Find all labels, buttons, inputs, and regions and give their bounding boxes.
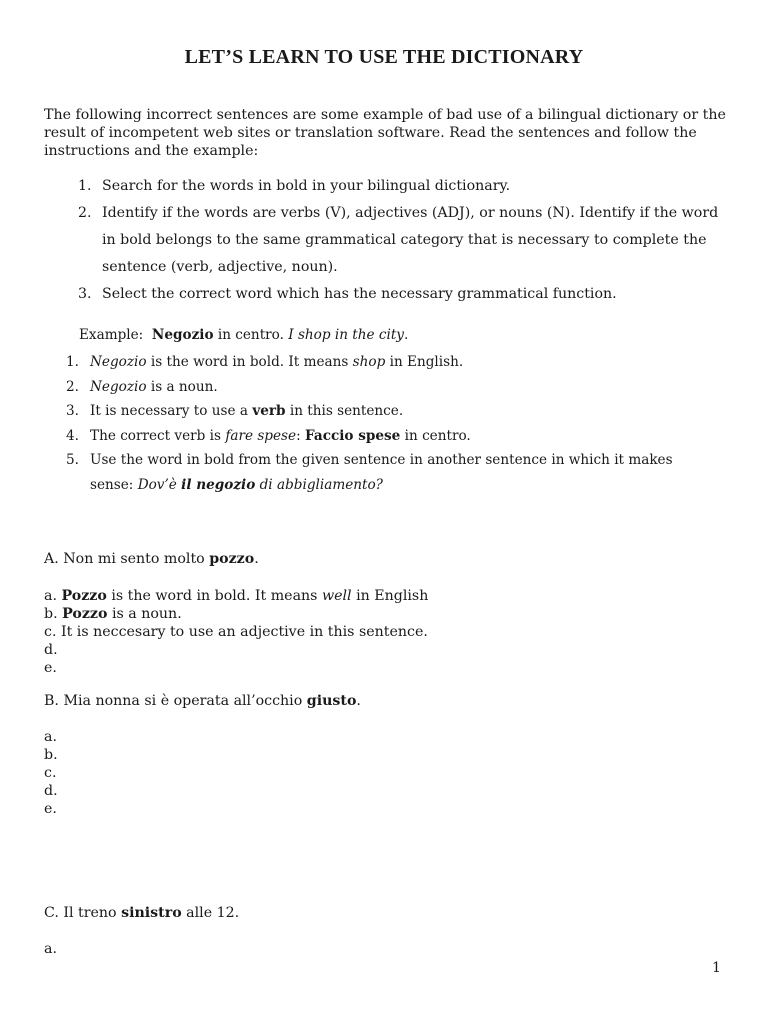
sentence-text: . bbox=[254, 551, 259, 567]
answer-text: is the word in bold. It means bbox=[106, 588, 322, 604]
list-number: 3. bbox=[66, 403, 79, 419]
instruction-item bbox=[72, 281, 732, 308]
answer-line-e: e. bbox=[44, 660, 57, 676]
answer-text: is a noun. bbox=[107, 606, 182, 622]
exercise-c-sentence bbox=[44, 904, 239, 922]
page-title: LET’S LEARN TO USE THE DICTIONARY bbox=[184, 46, 584, 68]
example-label: Example: bbox=[79, 327, 144, 343]
list-number: 1. bbox=[78, 178, 92, 194]
instruction-text: Search for the words in bold in your bilingual dictionary. bbox=[102, 178, 511, 194]
italic-word: di abbigliamento? bbox=[255, 476, 383, 493]
exercise-c-answers bbox=[44, 940, 57, 958]
step-text: is a noun. bbox=[146, 378, 218, 395]
example-bold-word: Negozio bbox=[151, 327, 214, 343]
list-number: 4. bbox=[66, 427, 79, 444]
bold-word: Pozzo bbox=[62, 606, 108, 622]
sentence-text: alle 12. bbox=[181, 905, 240, 921]
example-translation-end: . bbox=[404, 327, 409, 343]
italic-word: fare spese bbox=[225, 427, 297, 444]
answer-line-d: d. bbox=[44, 783, 58, 799]
step-text: Use the word in bold from the given sentence in another sentence in which it makes sense: bbox=[90, 452, 673, 493]
list-number: 2. bbox=[66, 378, 79, 395]
italic-word: Dov’è bbox=[137, 476, 182, 493]
answer-line-a bbox=[44, 587, 428, 605]
answer-line-c: c. bbox=[44, 765, 57, 781]
example-step bbox=[66, 448, 706, 497]
example-rest: in centro. bbox=[213, 327, 284, 343]
sentence-text: C. Il treno bbox=[44, 905, 122, 921]
step-text: The correct verb is bbox=[90, 427, 226, 444]
example-step bbox=[66, 424, 706, 449]
list-number: 1. bbox=[66, 354, 79, 370]
instruction-list bbox=[72, 173, 732, 308]
answer-line-d: d. bbox=[44, 642, 58, 658]
answer-label: b. bbox=[44, 606, 63, 622]
example-step bbox=[66, 375, 706, 400]
italic-word: Negozio bbox=[90, 378, 147, 395]
sentence-text: A. Non mi sento molto bbox=[44, 551, 210, 567]
italic-word: well bbox=[321, 588, 352, 604]
list-number: 5. bbox=[66, 452, 79, 468]
instruction-text: Select the correct word which has the necessary grammatical function. bbox=[102, 286, 617, 302]
step-text: in English. bbox=[385, 354, 464, 370]
answer-line-e: e. bbox=[44, 801, 57, 817]
bold-word: giusto bbox=[306, 693, 357, 709]
instruction-text: Identify if the words are verbs (V), adjectives (ADJ), or nouns (N). Identify if the word in bold belongs to the same grammatical category that is necessary to complete the sentence (verb, adjective, noun). bbox=[102, 205, 719, 275]
intro-paragraph: The following incorrect sentences are some example of bad use of a bilingual dictionary or the result of incompetent web sites or translation software. Read the sentences and follow the instructions and the example: bbox=[44, 107, 726, 159]
italic-word: shop bbox=[352, 354, 386, 370]
answer-text: in English bbox=[351, 588, 429, 604]
step-text: : bbox=[296, 427, 305, 444]
example-step bbox=[66, 350, 706, 375]
step-text: in this sentence. bbox=[285, 403, 404, 419]
instruction-item bbox=[72, 200, 732, 281]
step-text: is the word in bold. It means bbox=[146, 354, 353, 370]
step-text: It is necessary to use a bbox=[90, 403, 253, 419]
example-translation: I shop in the city bbox=[288, 327, 404, 343]
bold-word: verb bbox=[252, 403, 286, 419]
answer-line-a: a. bbox=[44, 729, 57, 745]
sentence-text: . bbox=[356, 693, 361, 709]
list-number: 2. bbox=[78, 205, 92, 221]
answer-line-b: b. bbox=[44, 747, 58, 763]
bold-word: Pozzo bbox=[61, 588, 107, 604]
exercise-b-sentence bbox=[44, 692, 361, 710]
bold-word: Faccio spese bbox=[304, 427, 401, 444]
example-step bbox=[66, 399, 706, 424]
bold-word: pozzo bbox=[209, 551, 255, 567]
answer-line-c: c. It is neccesary to use an adjective in this sentence. bbox=[44, 624, 428, 640]
step-text: in centro. bbox=[400, 427, 471, 444]
bold-word: sinistro bbox=[121, 905, 182, 921]
instruction-item bbox=[72, 173, 732, 200]
exercise-b-answers bbox=[44, 728, 58, 818]
answer-line-a: a. bbox=[44, 941, 57, 957]
bold-italic-word: il negozio bbox=[181, 476, 256, 493]
exercise-a-sentence bbox=[44, 550, 259, 568]
answer-label: a. bbox=[44, 588, 62, 604]
sentence-text: B. Mia nonna si è operata all’occhio bbox=[44, 693, 307, 709]
page-number: 1 bbox=[712, 960, 721, 976]
list-number: 3. bbox=[78, 286, 92, 302]
exercise-a-answers bbox=[44, 587, 428, 677]
italic-word: Negozio bbox=[90, 354, 147, 370]
example-heading bbox=[79, 326, 408, 344]
example-steps bbox=[66, 350, 706, 497]
answer-line-b bbox=[44, 605, 428, 623]
